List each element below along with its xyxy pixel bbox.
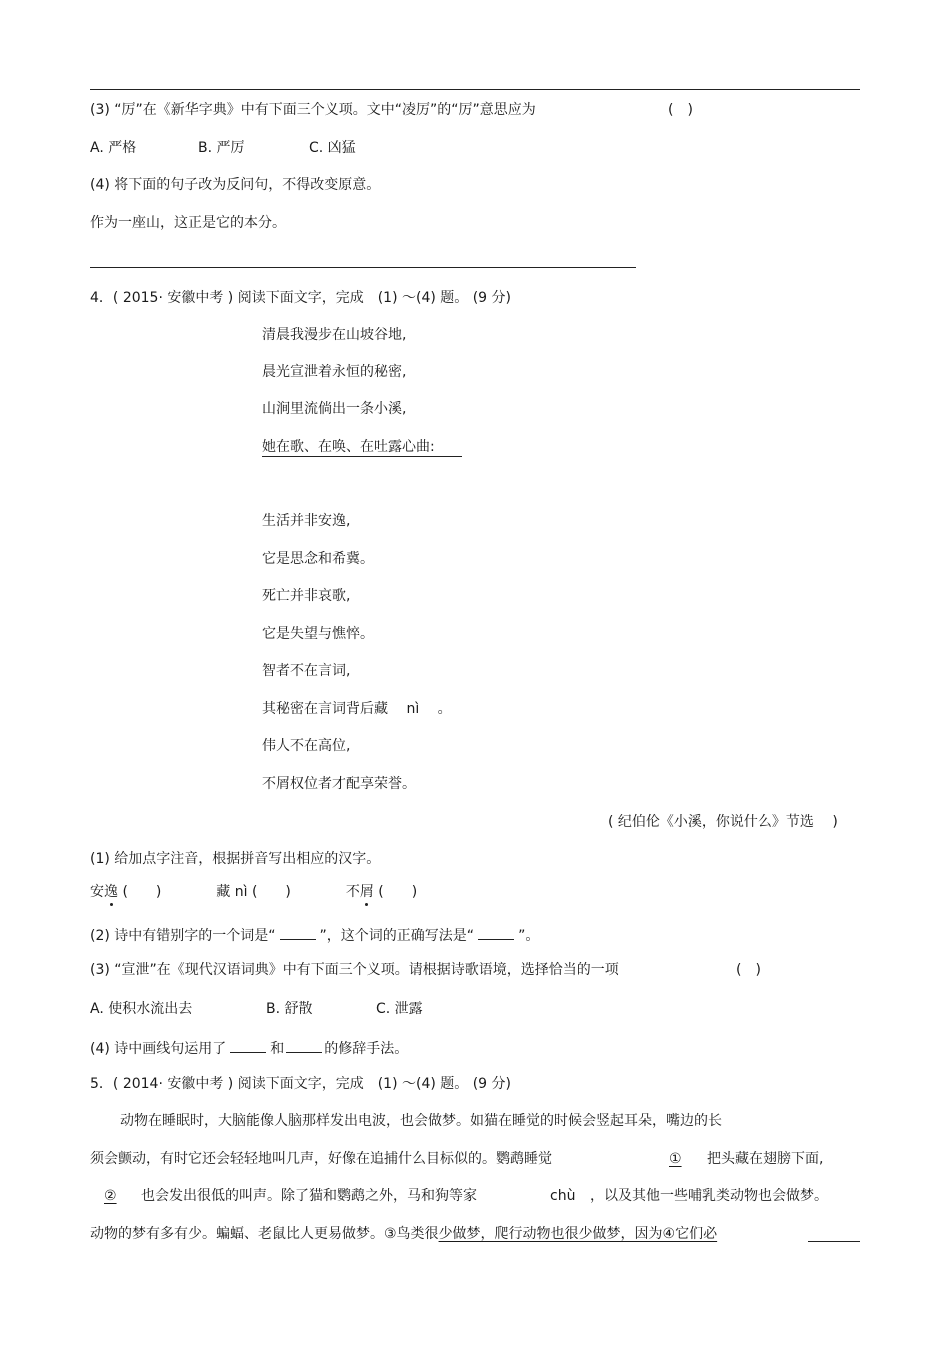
poem-line-12: 不屑权位者才配享荣誉。 (262, 776, 416, 792)
q5-para-line-1: 动物在睡眠时，大脑能像人脑那样发出电波，也会做梦。如猫在睡觉的时候会竖起耳朵，嘴边的长 (120, 1113, 722, 1129)
q4-sub3-paren[interactable]: ( ) (736, 962, 761, 978)
q4-sub4: (4) 诗中画线句运用了 和 的修辞手法。 (90, 1038, 408, 1058)
q5-trailing-blank[interactable] (808, 1241, 860, 1242)
answer-paren-yi[interactable]: ( ) (122, 884, 162, 900)
blank-wrong-word[interactable] (280, 925, 316, 940)
poem-line-2: 晨光宣泄着永恒的秘密, (262, 364, 407, 380)
poem-line-8: 它是失望与憔悴。 (262, 626, 374, 642)
q5-para-line-2: 须会颤动，有时它还会轻轻地叫几声，好像在追捕什么目标似的。鹦鹉睡觉 (90, 1151, 552, 1167)
poem-line-10: 其秘密在言词背后藏 nì 。 (262, 701, 452, 717)
q4-sub1-items: 安逸 ( ) 藏 nì ( ) 不屑 ( ) (90, 884, 418, 900)
q4a-stem: (4) 将下面的句子改为反问句，不得改变原意。 (90, 177, 381, 193)
q3-stem: (3) “厉”在《新华字典》中有下面三个义项。文中“凌厉”的“厉”意思应为 (90, 102, 536, 118)
q4-sub3-option-b[interactable]: B. 舒散 (266, 1001, 313, 1017)
q4a-answer-line[interactable] (90, 267, 636, 268)
q4a-sentence: 作为一座山，这正是它的本分。 (90, 215, 286, 231)
q5-underlined-phrase: 少做梦，爬行动物也很少做梦，因为④它们必 (438, 1226, 718, 1242)
q5-para-line-4: 动物的梦有多有少。蝙蝠、老鼠比人更易做梦。③鸟类很少做梦，爬行动物也很少做梦，因为④它们必 (90, 1226, 718, 1242)
q4-sub2: (2) 诗中有错别字的一个词是“ ”，这个词的正确写法是“ ”。 (90, 925, 539, 945)
q5-pinyin-chu: chù (550, 1188, 576, 1204)
dotted-char-xie: 屑 (359, 884, 374, 900)
q4-sub1-stem: (1) 给加点字注音，根据拼音写出相应的汉字。 (90, 851, 381, 867)
q3-answer-paren[interactable]: ( ) (668, 102, 693, 118)
poem-line-5: 生活并非安逸, (262, 513, 351, 529)
answer-paren-ni[interactable]: ( ) (251, 884, 291, 900)
q4-sub3-stem: (3) “宣泄”在《现代汉语词典》中有下面三个义项。请根据诗歌语境，选择恰当的一项 (90, 962, 619, 978)
q5-header: 5．( 2014· 安徽中考 ) 阅读下面文字，完成 (1) ～(4) 题。 (9 分) (90, 1076, 512, 1092)
q3-option-b[interactable]: B. 严厉 (198, 140, 245, 156)
poem-line-7: 死亡并非哀歌, (262, 588, 351, 604)
blank-correct-word[interactable] (478, 925, 514, 940)
poem-source: ( 纪伯伦《小溪，你说什么》节选 ) (608, 814, 838, 830)
poem-line-11: 伟人不在高位, (262, 738, 351, 754)
q3-option-a[interactable]: A. 严格 (90, 140, 137, 156)
blank-rhetoric-2[interactable] (286, 1038, 322, 1053)
poem-line-9: 智者不在言词, (262, 663, 351, 679)
answer-paren-xie[interactable]: ( ) (378, 884, 418, 900)
q5-para-line-2-end: 把头藏在翅膀下面, (707, 1151, 824, 1167)
q5-para-line-3-end: ，以及其他一些哺乳类动物也会做梦。 (590, 1188, 828, 1204)
q4-header: 4．( 2015· 安徽中考 ) 阅读下面文字，完成 (1) ～(4) 题。 (9 分) (90, 290, 512, 306)
top-rule (90, 89, 860, 90)
blank-rhetoric-1[interactable] (230, 1038, 266, 1053)
poem-line-4-underlined: 她在歌、在唤、在吐露心曲: (262, 438, 462, 457)
poem-line-6: 它是思念和希冀。 (262, 551, 374, 567)
q5-blank-2[interactable]: ② (104, 1188, 117, 1204)
dotted-char-yi: 逸 (104, 884, 118, 900)
poem-line-1: 清晨我漫步在山坡谷地, (262, 327, 407, 343)
poem-line-3: 山涧里流倘出一条小溪, (262, 401, 407, 417)
q4-sub3-option-c[interactable]: C. 泄露 (376, 1001, 423, 1017)
q5-para-line-3: 也会发出很低的叫声。除了猫和鹦鹉之外，马和狗等家 (141, 1188, 477, 1204)
q4-sub3-option-a[interactable]: A. 使积水流出去 (90, 1001, 193, 1017)
q3-option-c[interactable]: C. 凶猛 (309, 140, 356, 156)
q5-blank-1[interactable]: ① (669, 1151, 682, 1167)
pinyin-ni: nì (406, 701, 420, 717)
